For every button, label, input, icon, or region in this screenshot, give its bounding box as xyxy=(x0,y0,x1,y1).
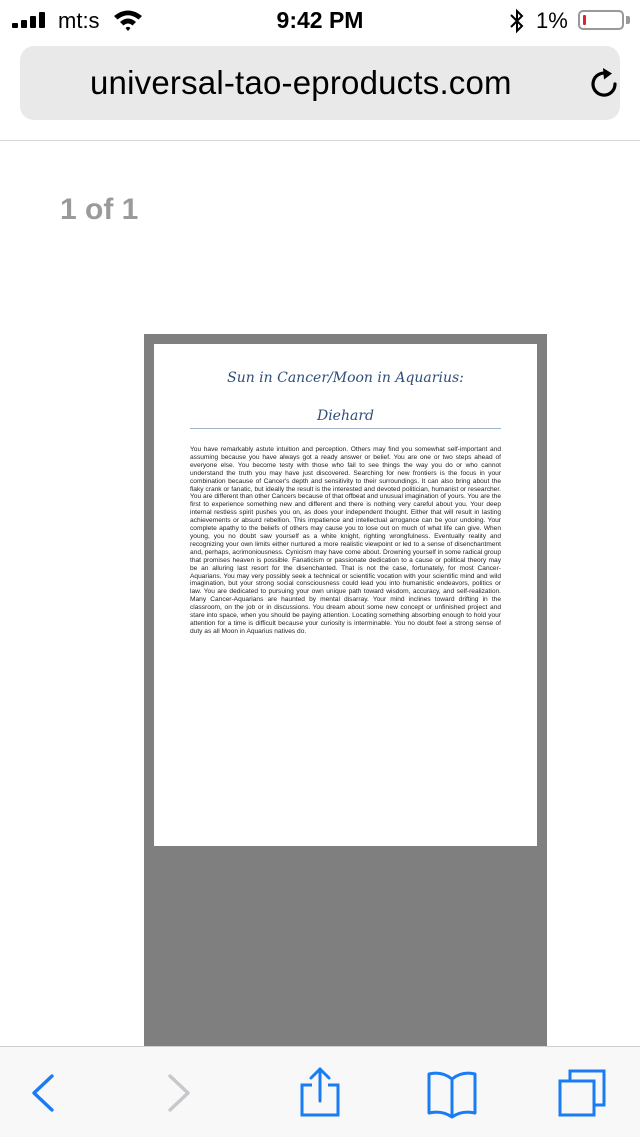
share-button[interactable] xyxy=(292,1065,348,1121)
share-icon[interactable] xyxy=(292,1065,348,1121)
page-count: 1 of 1 xyxy=(60,193,139,226)
battery-icon xyxy=(578,10,624,30)
clock: 9:42 PM xyxy=(276,7,364,33)
back-icon[interactable] xyxy=(14,1065,70,1121)
status-bar xyxy=(0,0,640,40)
title-divider xyxy=(190,428,501,429)
forward-button[interactable] xyxy=(152,1065,208,1121)
tabs-icon[interactable] xyxy=(554,1065,610,1121)
pdf-page[interactable] xyxy=(154,344,537,846)
document-subtitle: Diehard xyxy=(316,408,374,424)
address-bar[interactable] xyxy=(20,46,620,120)
forward-icon[interactable] xyxy=(152,1065,208,1121)
header-divider xyxy=(0,140,640,141)
bluetooth-icon xyxy=(508,8,526,34)
bookmarks-icon[interactable] xyxy=(424,1065,480,1121)
battery-nub xyxy=(626,16,630,24)
document-title: Sun in Cancer/Moon in Aquarius: xyxy=(227,370,464,386)
battery-percent: 1% xyxy=(536,8,568,33)
tabs-button[interactable] xyxy=(554,1065,610,1121)
url-text[interactable]: universal-tao-eproducts.com xyxy=(90,64,512,101)
carrier-name: mt:s xyxy=(58,8,100,33)
document-body: You have remarkably astute intuition and perception. Others may find you somewhat self-important and assuming because you have always got a ready answer or belief. You are one or two steps ahead of everyone else. You become testy with those who fail to see things the way you do or who cannot understand the truth you may have just discovered. Searching for new frontiers is the focus in your combination because of Cancer's depth and sensitivity to their surroundings. It can also bring about the flaky crank or fanatic, but ideally the result is the interested and devoted politician, humanist or researcher. You are different than other Cancers because of that offbeat and unusual imagination of yours. You are the first to experience something new and different and there is nothing very careful about you. Your deep internal restless spirit pushes you on, as does your independent thought. Either that will result in lasting achievements or absurd rebellion. This impatience and intellectual arrogance can be your undoing. Your complete apathy to the beliefs of others may cause you to lose out on much of what life can give. When young, you no doubt saw yourself as a white knight, righting wrongfulness. Eventually reality and recognizing your own limits either nurtured a more realistic viewpoint or led to a sense of disenchantment and, perhaps, acrimoniousness. Cynicism may have come about. Drowning yourself in some radical group that promises heaven is possible. Fanaticism or passionate dedication to a cause or political theory may be an alluring last resort for the disenchanted. That is not the case, fortunately, for most Cancer-Aquarians. You may very possibly seek a technical or scientific vocation with your scientific mind and wild imagination, but your strong social consciousness could lead you into humanistic endeavors, politics or law. You are dedicated to pursuing your own unique path toward wisdom, accuracy, and self-realization. Many Cancer-Aquarians are haunted by mental disarray. Your mind inclines toward drifting in the classroom, on the job or in discussions. You dream about some new concept or unfinished project and stare into space, when you should be paying attention. Locating something absorbing enough to hold your attention for a time is difficult because your curiosity is interminable. You no doubt feel a strong sense of duty as all Moon in Aquarius natives do. xyxy=(190,446,501,635)
bottom-toolbar xyxy=(0,1046,640,1137)
back-button[interactable] xyxy=(14,1065,70,1121)
reload-icon[interactable] xyxy=(586,66,622,102)
pdf-viewer[interactable] xyxy=(144,334,547,1054)
bookmarks-button[interactable] xyxy=(424,1065,480,1121)
